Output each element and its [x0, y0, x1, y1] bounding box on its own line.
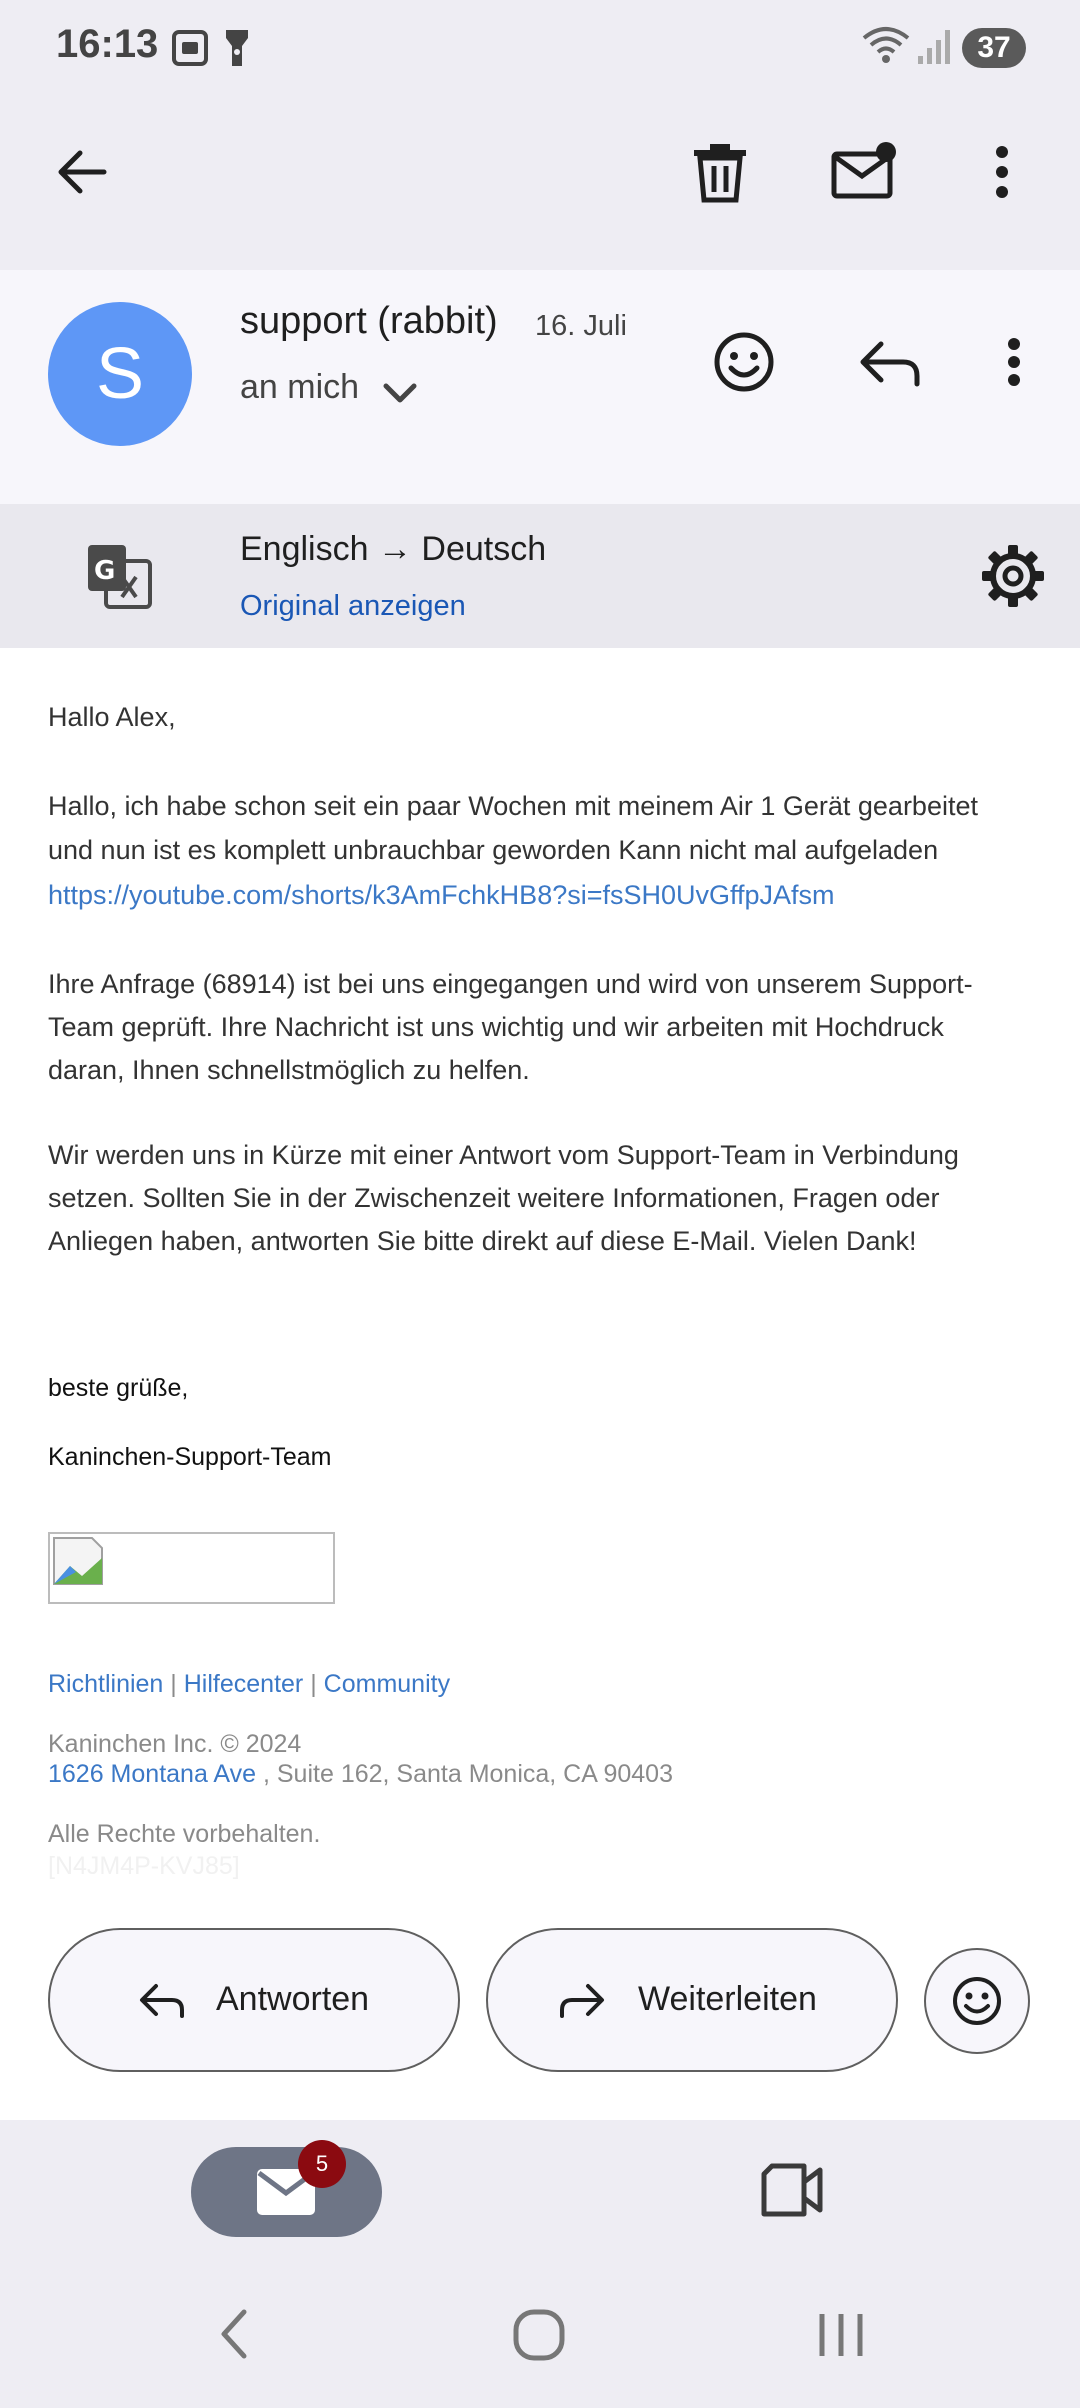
footer-link-community[interactable]: Community [323, 1670, 451, 1698]
signal-icon [916, 26, 956, 71]
svg-text:G: G [94, 556, 116, 586]
body-paragraph-line: daran, Ihnen schnellstmöglich zu helfen. [48, 1055, 530, 1085]
emoji-reaction-button[interactable] [924, 1948, 1030, 2054]
system-back-icon[interactable] [214, 2306, 254, 2367]
body-paragraph-line: Ihre Anfrage (68914) ist bei uns eingegangen und wird von unserem Support- [48, 969, 973, 999]
translation-languages: Englisch → Deutsch [240, 530, 547, 568]
address-rest: , Suite 162, Santa Monica, CA 90403 [256, 1760, 673, 1788]
flashlight-icon [222, 26, 252, 75]
avatar[interactable]: S [48, 302, 192, 446]
translate-icon [86, 543, 152, 614]
translation-bar [0, 504, 1080, 648]
nav-mail-tab[interactable] [191, 2147, 382, 2237]
system-home-icon[interactable] [512, 2308, 566, 2367]
meet-video-icon[interactable] [760, 2162, 824, 2223]
youtube-link[interactable]: https://youtube.com/shorts/k3AmFchkHB8?si=fsSH0UvGffpJAfsm [48, 880, 835, 910]
back-arrow-icon[interactable] [50, 140, 114, 209]
copyright: Kaninchen Inc. © 2024 [48, 1730, 302, 1758]
greeting: Hallo Alex, [48, 702, 176, 732]
status-time: 16:13 [56, 22, 159, 66]
footer-separator: | [170, 1670, 177, 1698]
sender-name: support (rabbit) [240, 300, 498, 342]
unread-badge: 5 [298, 2140, 346, 2188]
body-paragraph-line: Wir werden uns in Kürze mit einer Antwort vom Support-Team in Verbindung [48, 1140, 959, 1170]
reply-icon [136, 1974, 188, 2031]
reply-button-label: Antworten [216, 1980, 370, 2018]
reply-button[interactable] [48, 1928, 460, 2072]
forward-button[interactable] [486, 1928, 898, 2072]
mark-unread-icon[interactable] [830, 140, 900, 209]
quoted-line: Hallo, ich habe schon seit ein paar Wochen mit meinem Air 1 Gerät gearbeitet [48, 791, 978, 821]
body-paragraph-line: Anliegen haben, antworten Sie bitte direkt auf diese E-Mail. Vielen Dank! [48, 1226, 917, 1256]
emoji-reaction-icon[interactable] [712, 330, 776, 399]
screenshot-icon [170, 26, 210, 75]
quoted-line: und nun ist es komplett unbrauchbar geworden Kann nicht mal aufgeladen [48, 835, 939, 865]
bottom-navigation [0, 2120, 1080, 2290]
system-recents-icon[interactable] [816, 2310, 866, 2365]
footer-link-helpcenter[interactable]: Hilfecenter [183, 1670, 304, 1698]
top-app-bar [0, 100, 1080, 270]
more-vert-icon[interactable] [980, 140, 1024, 209]
footer-separator: | [310, 1670, 317, 1698]
message-date: 16. Juli [535, 310, 627, 342]
forward-button-label: Weiterleiten [638, 1980, 817, 2018]
reference-id: [N4JM4P-KVJ85] [48, 1852, 240, 1880]
chevron-down-icon[interactable] [380, 378, 420, 413]
closing: beste grüße, [48, 1374, 189, 1402]
address [48, 1760, 673, 1789]
wifi-icon [862, 26, 910, 71]
recipient-label[interactable]: an mich [240, 368, 360, 406]
body-paragraph-line: setzen. Sollten Sie in der Zwischenzeit weitere Informationen, Fragen oder [48, 1183, 940, 1213]
show-original-link[interactable]: Original anzeigen [240, 590, 466, 622]
reply-icon[interactable] [855, 330, 925, 399]
battery-indicator: 37 [962, 28, 1026, 68]
team-signature: Kaninchen-Support-Team [48, 1443, 332, 1471]
settings-icon[interactable] [980, 543, 1046, 614]
emoji-icon [951, 1975, 1003, 2032]
footer-links [48, 1670, 450, 1699]
delete-icon[interactable] [690, 140, 750, 209]
forward-icon [556, 1974, 608, 2031]
address-link[interactable]: 1626 Montana Ave [48, 1760, 257, 1788]
body-paragraph-line: Team geprüft. Ihre Nachricht ist uns wichtig und wir arbeiten mit Hochdruck [48, 1012, 944, 1042]
rights-reserved: Alle Rechte vorbehalten. [48, 1820, 321, 1848]
broken-image [48, 1532, 335, 1604]
message-more-icon[interactable] [992, 330, 1036, 399]
footer-link-guidelines[interactable]: Richtlinien [48, 1670, 164, 1698]
